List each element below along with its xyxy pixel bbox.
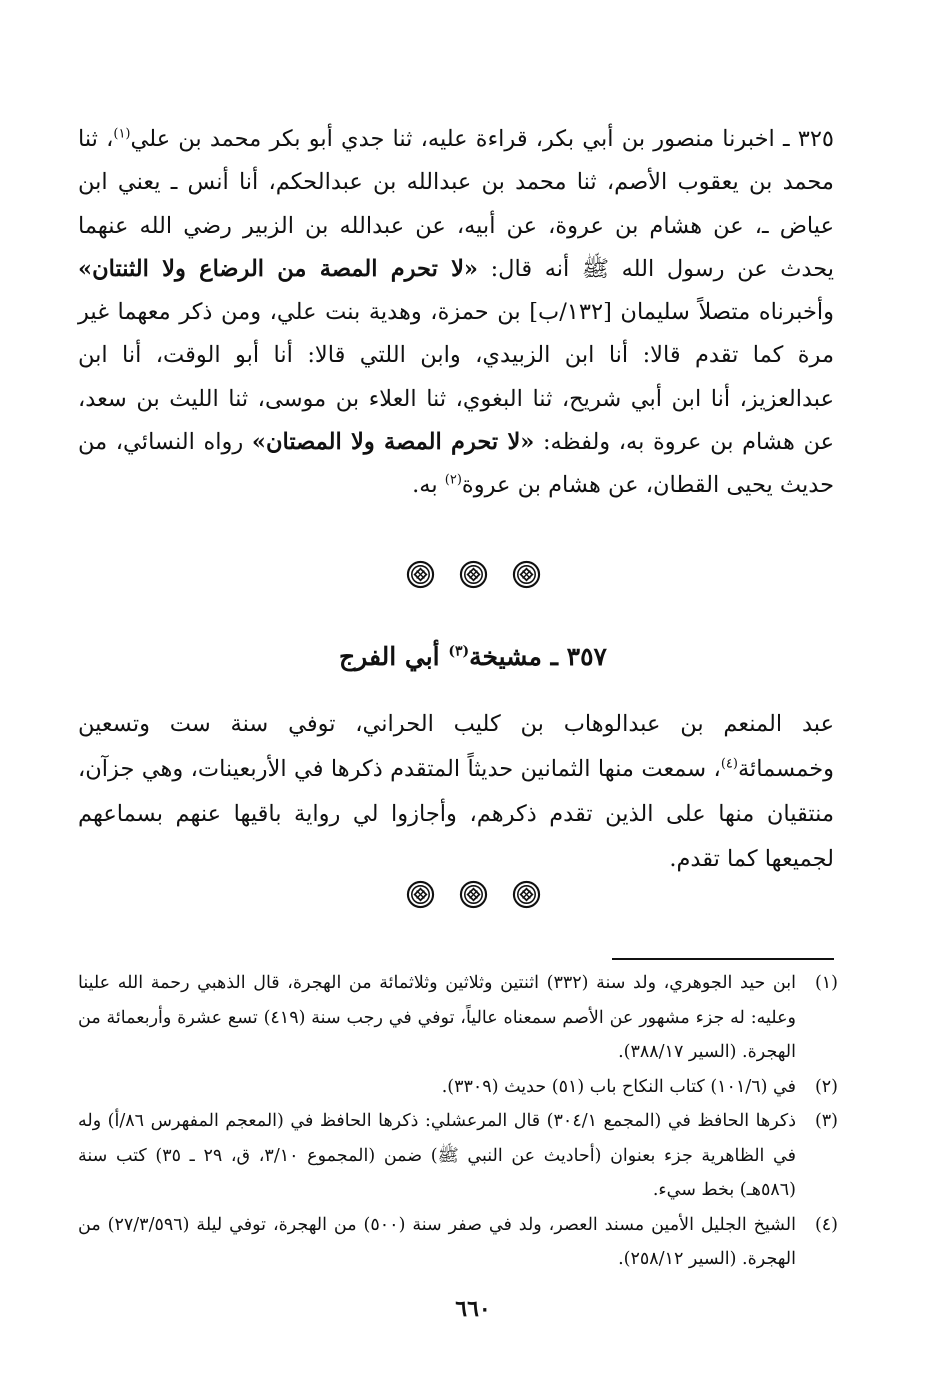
footnote-text: الشيخ الجليل الأمين مسند العصر، ولد في صفر سنة (٥٠٠) من الهجرة، توفي ليلة (٢٧/٣/٥٩٦) من الهجرة. (السير ٢٥٨/١٢). xyxy=(78,1214,796,1269)
knot-ornament-icon xyxy=(459,880,488,909)
hadith-325-paragraph xyxy=(78,118,834,508)
footnote-text: في (١٠١/٦) كتاب النكاح باب (٥١) حديث (٣٣٠٩). xyxy=(441,1076,796,1097)
footnote-1 xyxy=(78,966,838,1070)
knot-ornament-icon xyxy=(512,560,541,589)
footnote-2 xyxy=(78,1070,838,1105)
section-end-ornaments xyxy=(0,880,946,909)
footnote-number: (١) xyxy=(814,973,838,993)
section-357-heading xyxy=(0,642,946,671)
knot-ornament-icon xyxy=(459,560,488,589)
hadith-intro: ٣٢٥ ـ اخبرنا منصور بن أبي بكر، قراءة عليه، ثنا جدي أبو بكر محمد بن علي xyxy=(130,126,835,152)
footnote-ref-3[interactable]: (٣) xyxy=(448,643,470,660)
footnote-text: ابن حيد الجوهري، ولد سنة (٣٣٢) اثنتين وثلاثين وثلاثمائة من الهجرة، قال الذهبي رحمة الله علينا وعليه: له جزء مشهور عن الأصم سمعناه عالياً، توفي في رجب سنة (٤١٩) تسع عشرة وأربعمائة من الهجرة. (السير ٣٨٨/١٧). xyxy=(78,973,796,1062)
footnote-text: ذكرها الحافظ في (المجمع ٣٠٤/١) قال المرعشلي: ذكرها الحافظ في (المعجم المفهرس ٨٦/أ) وله في الظاهرية جزء بعنوان (أحاديث عن النبي ﷺ) ضمن (المجموع ٣/١٠، ق، ٢٩ ـ ٣٥) كتب سنة (٥٨٦هـ) بخط سيء. xyxy=(78,1111,797,1200)
section-divider-ornaments xyxy=(0,560,946,589)
section-text-1: عبد المنعم بن عبدالوهاب بن كليب الحراني، توفي سنة ست وتسعين وخمسمائة xyxy=(78,711,834,782)
footnote-3 xyxy=(78,1104,838,1208)
knot-ornament-icon xyxy=(406,560,435,589)
hadith-text-2: وأخبرناه متصلاً سليمان [١٣٢/ب] بن حمزة، وهدية بنت علي، ومن ذكر معهما غير مرة كما تقدم قالا: أنا ابن الزبيدي، وابن اللتي قالا: أنا أبو الوقت، أنا ابن عبدالعزيز، أنا ابن أبي شريح، ثنا البغوي، ثنا العلاء بن موسى، ثنا الليث بن سعد، عن هشام بن عروة به، ولفظه: xyxy=(78,299,834,456)
footnote-ref-4[interactable]: (٤) xyxy=(720,756,738,772)
knot-ornament-icon xyxy=(406,880,435,909)
hadith-text-1: ، ثنا محمد بن يعقوب الأصم، ثنا محمد بن عبدالله بن عبدالحكم، أنا أنس ـ يعني ابن عياض ـ، عن هشام بن عروة، عن أبيه، عن عبدالله بن الزبير رضي الله عنهما يحدث عن رسول الله ﷺ أنه قال: xyxy=(78,126,835,282)
hadith-quote-1: «لا تحرم المصة من الرضاع ولا الثنتان» xyxy=(78,255,478,282)
section-357-paragraph xyxy=(78,702,834,882)
hadith-quote-2: «لا تحرم المصة ولا المصتان» xyxy=(251,429,535,456)
knot-ornament-icon xyxy=(512,880,541,909)
footnote-number: (٤) xyxy=(814,1214,838,1235)
hadith-text-3: رواه النسائي، من حديث يحيى القطان، عن هشام بن عروة xyxy=(78,429,834,499)
hadith-text-4: به. xyxy=(412,472,445,499)
footnote-ref-2[interactable]: (٢) xyxy=(444,472,462,488)
footnote-separator xyxy=(612,958,834,960)
section-title-part-a: ٣٥٧ ـ مشيخة xyxy=(469,642,607,671)
footnote-4 xyxy=(78,1208,838,1277)
footnote-ref-1[interactable]: (١) xyxy=(113,126,131,142)
footnote-number: (٣) xyxy=(814,1111,838,1131)
page-number: ٦٦٠ xyxy=(455,1296,491,1322)
footnote-number: (٢) xyxy=(814,1076,838,1097)
footnotes xyxy=(78,966,838,1277)
section-title-part-b: أبي الفرج xyxy=(339,642,449,671)
section-text-2: ، سمعت منها الثمانين حديثاً المتقدم ذكرها في الأربعينات، وهي جزآن، منتقيان منها على الذين تقدم ذكرهم، وأجازوا لي رواية باقيها عنهم بسماعهم لجميعها كما تقدم. xyxy=(78,756,834,872)
